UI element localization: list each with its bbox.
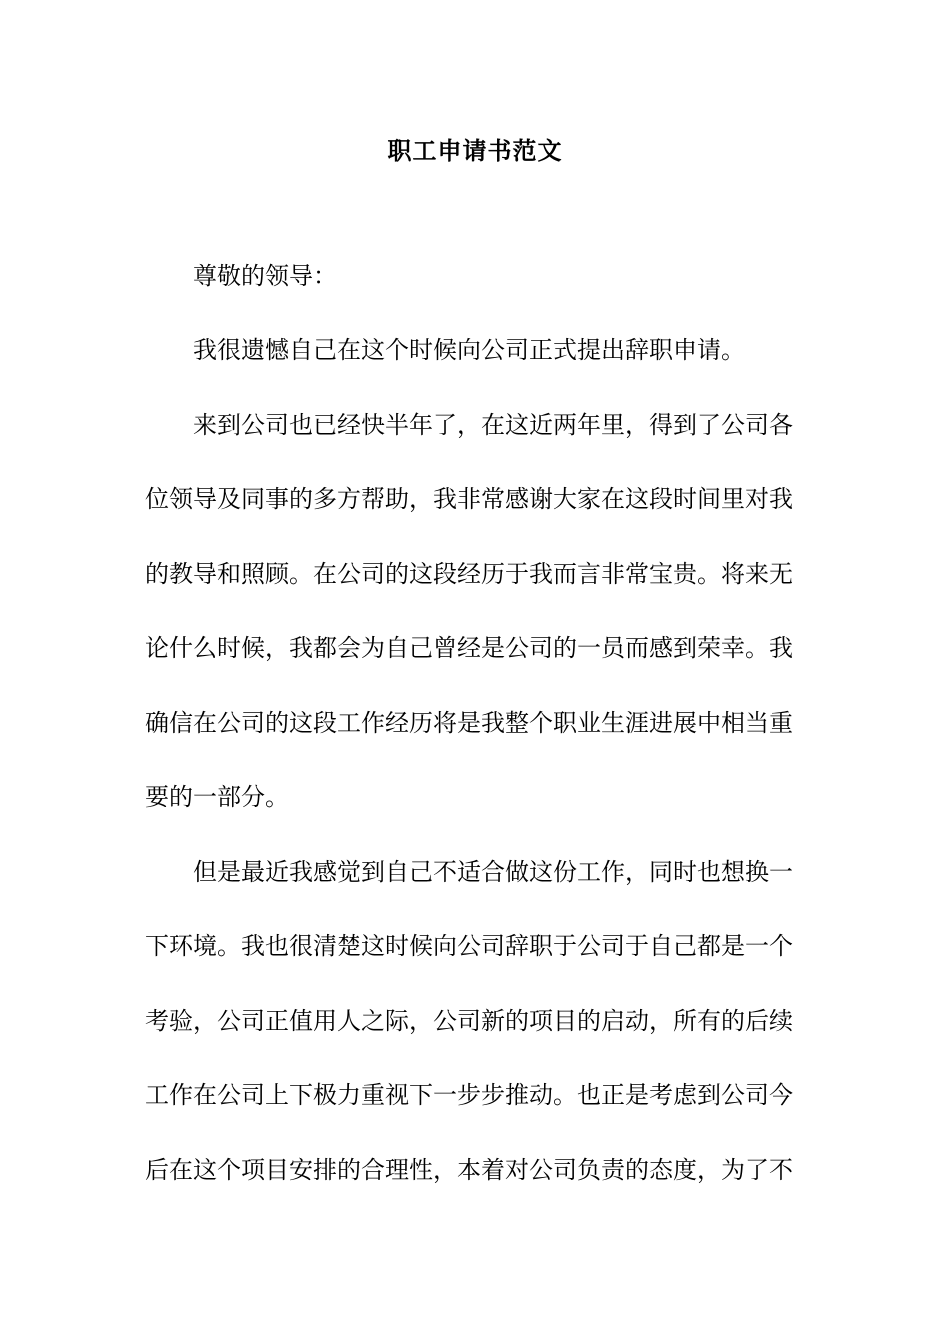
paragraph-line: 的教导和照顾。在公司的这段经历于我而言非常宝贵。将来无 bbox=[145, 560, 793, 588]
paragraph-line: 要的一部分。 bbox=[145, 783, 289, 811]
document-title: 职工申请书范文 bbox=[387, 136, 563, 165]
paragraph-line: 位领导及同事的多方帮助，我非常感谢大家在这段时间里对我 bbox=[145, 485, 793, 513]
paragraph-line: 论什么时候，我都会为自己曾经是公司的一员而感到荣幸。我 bbox=[145, 634, 793, 662]
paragraph-line: 考验，公司正值用人之际，公司新的项目的启动，所有的后续 bbox=[145, 1007, 793, 1035]
salutation-line: 尊敬的领导： bbox=[193, 262, 337, 290]
paragraph-line: 工作在公司上下极力重视下一步步推动。也正是考虑到公司今 bbox=[145, 1081, 793, 1109]
paragraph-line: 我很遗憾自己在这个时候向公司正式提出辞职申请。 bbox=[193, 336, 745, 364]
paragraph-line: 确信在公司的这段工作经历将是我整个职业生涯进展中相当重 bbox=[145, 709, 793, 737]
paragraph-line: 下环境。我也很清楚这时候向公司辞职于公司于自己都是一个 bbox=[145, 932, 793, 960]
paragraph-line: 后在这个项目安排的合理性，本着对公司负责的态度，为了不 bbox=[145, 1156, 793, 1184]
paragraph-line: 来到公司也已经快半年了，在这近两年里，得到了公司各 bbox=[193, 411, 793, 439]
paragraph-line: 但是最近我感觉到自己不适合做这份工作，同时也想换一 bbox=[193, 858, 793, 886]
